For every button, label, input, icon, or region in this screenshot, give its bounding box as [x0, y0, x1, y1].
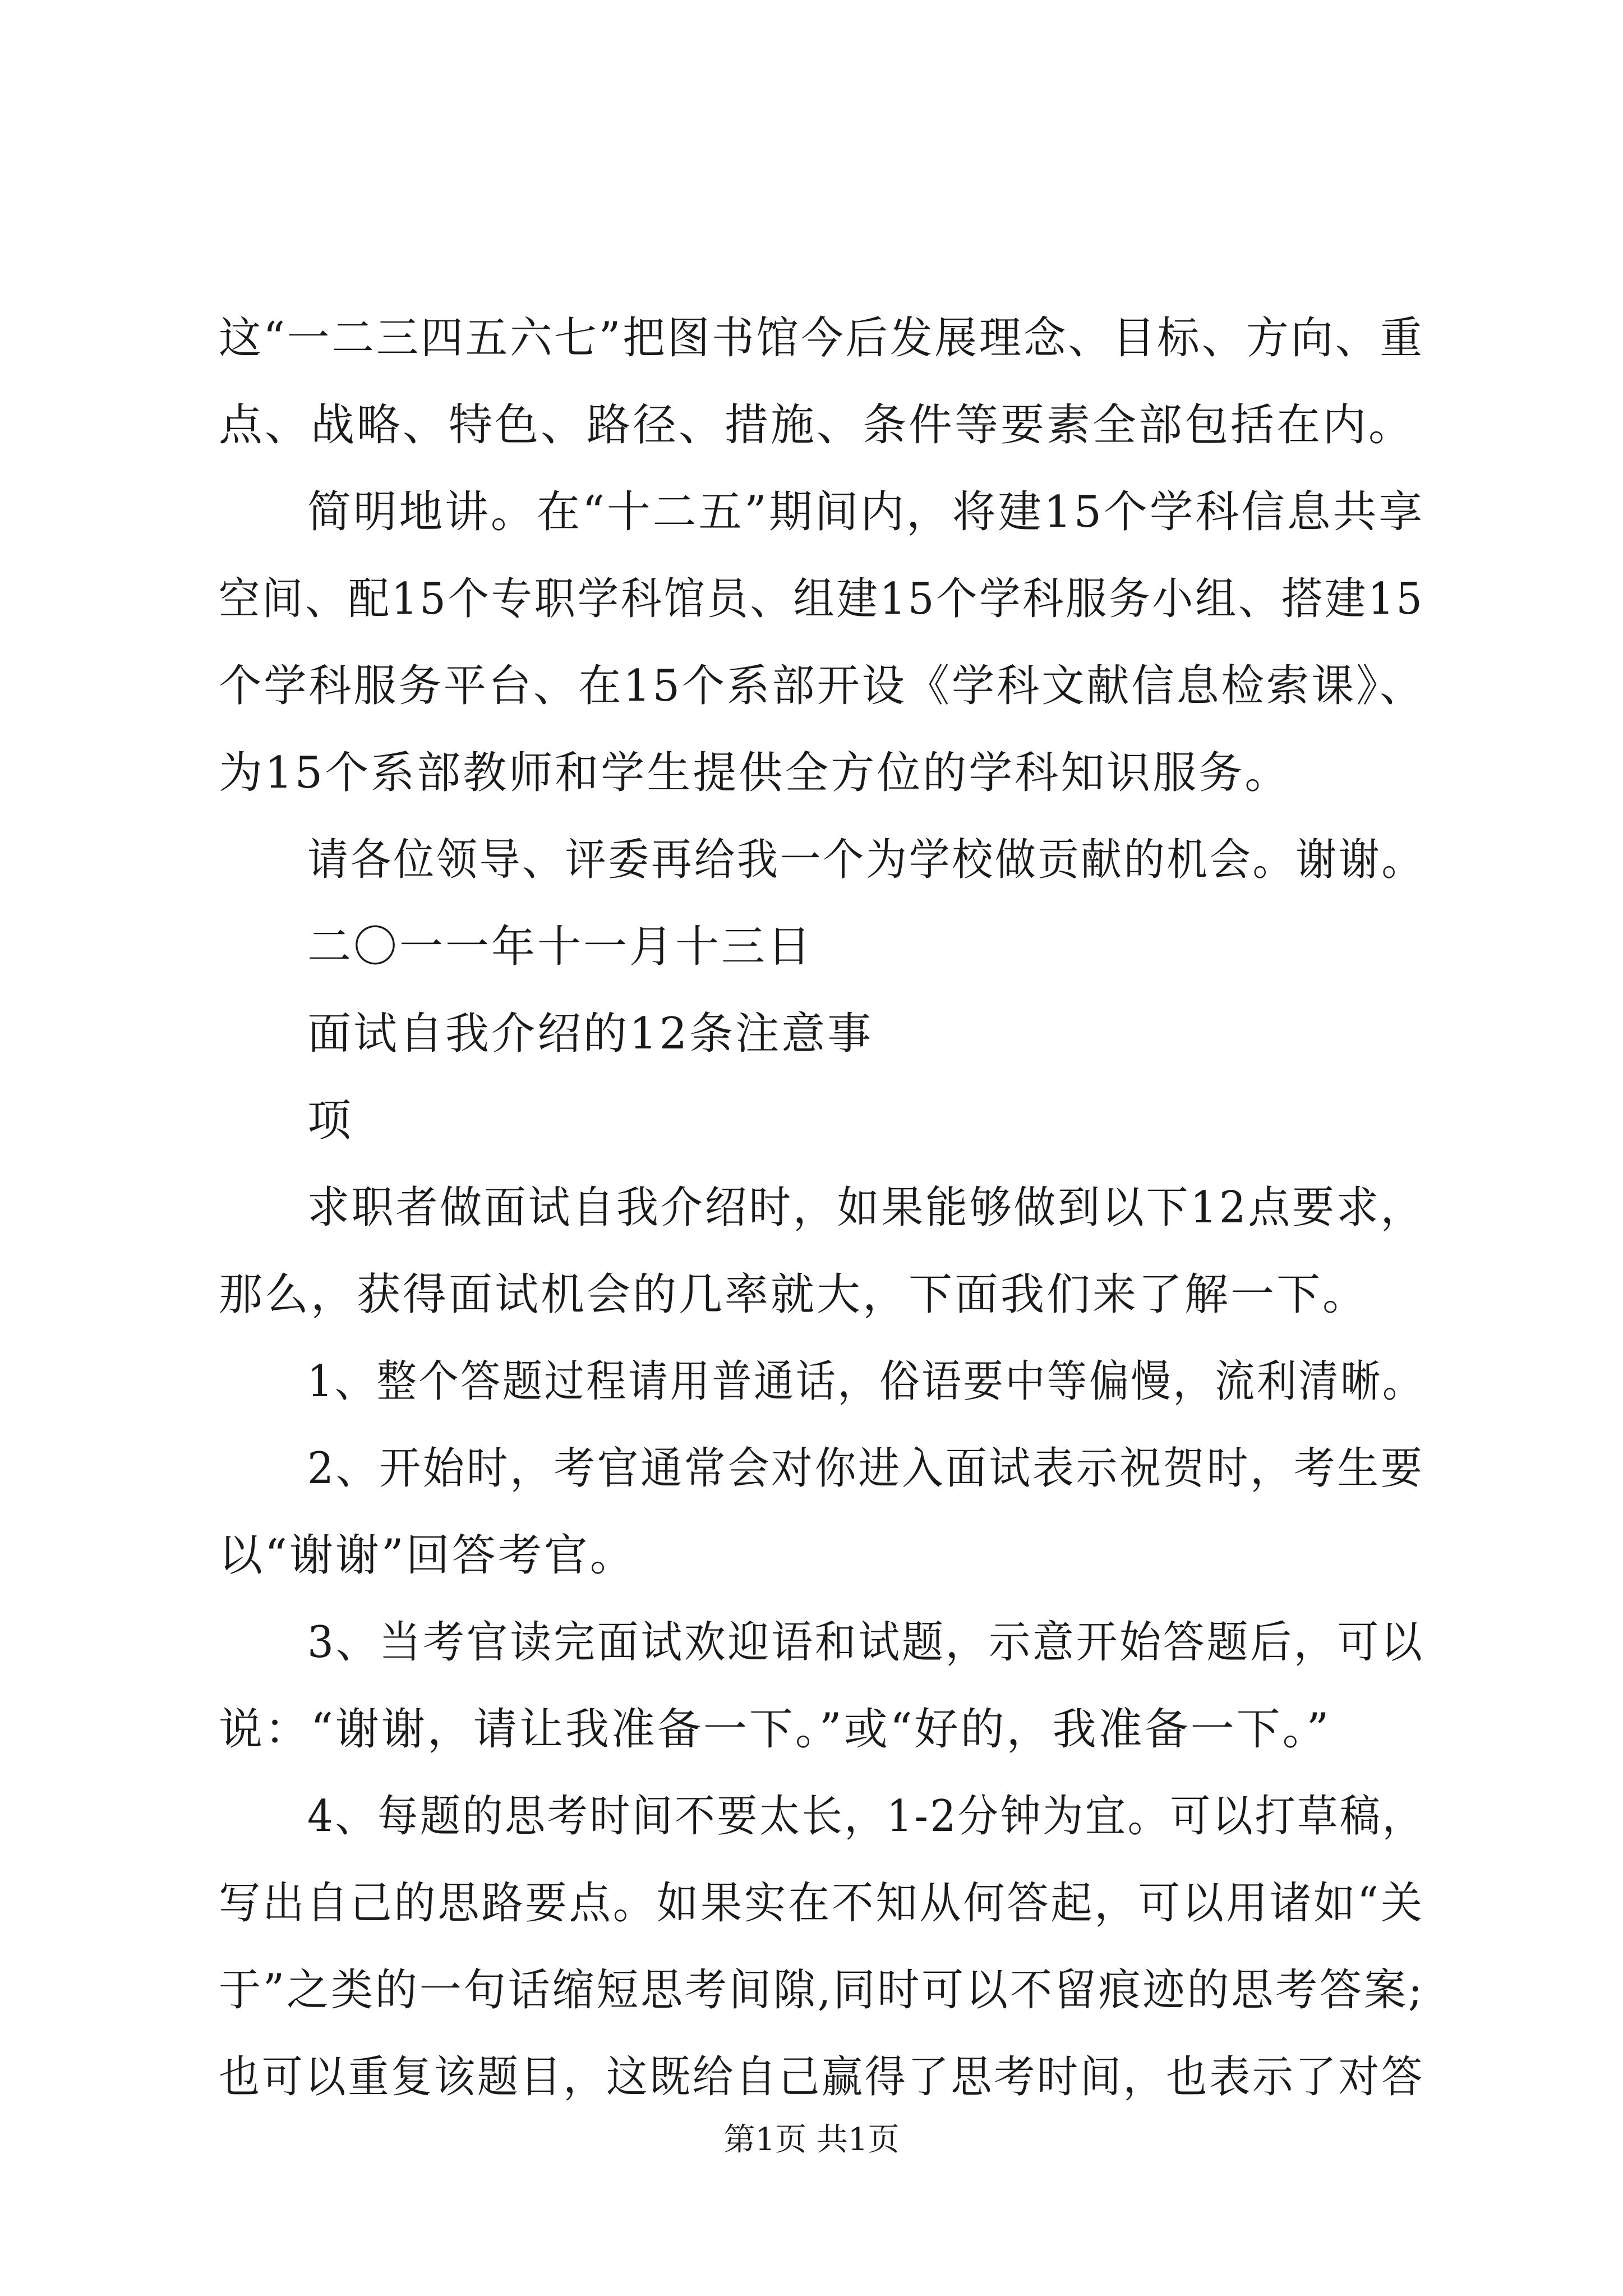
paragraph-line: 点、战略、特色、路径、措施、条件等要素全部包括在内。 — [219, 400, 1415, 450]
paragraph-line: 请各位领导、评委再给我一个为学校做贡献的机会。谢谢。 — [307, 835, 1425, 885]
list-item-line: 说：“谢谢，请让我准备一下。”或“好的，我准备一下。” — [219, 1704, 1331, 1755]
list-item-line: 1、整个答题过程请用普通话，俗语要中等偏慢，流利清晰。 — [307, 1356, 1424, 1407]
list-item-line: 以“谢谢”回答考官。 — [219, 1530, 636, 1581]
paragraph-line: 这“一二三四五六七”把图书馆今后发展理念、目标、方向、重 — [219, 313, 1424, 364]
paragraph-line: 简明地讲。在“十二五”期间内，将建15个学科信息共享 — [307, 487, 1425, 537]
list-item-line: 也可以重复该题目，这既给自己赢得了思考时间，也表示了对答 — [219, 2052, 1425, 2102]
paragraph-line: 个学科服务平台、在15个系部开设《学科文献信息检索课》、 — [219, 661, 1425, 711]
section-heading-continued: 项 — [307, 1096, 354, 1146]
list-item-line: 写出自己的思路要点。如果实在不知从何答起，可以用诸如“关 — [219, 1878, 1424, 1929]
paragraph-line: 求职者做面试自我介绍时，如果能够做到以下12点要求， — [307, 1182, 1425, 1233]
list-item-line: 于”之类的一句话缩短思考间隙,同时可以不留痕迹的思考答案; — [219, 1965, 1424, 2016]
paragraph-line: 为15个系部教师和学生提供全方位的学科知识服务。 — [219, 748, 1291, 798]
list-item-line: 3、当考官读完面试欢迎语和试题，示意开始答题后，可以 — [307, 1617, 1424, 1668]
page-footer: 第1页 共1页 — [723, 2122, 900, 2158]
list-item-line: 2、开始时，考官通常会对你进入面试表示祝贺时，考生要 — [307, 1443, 1424, 1494]
list-item-line: 4、每题的思考时间不要太长，1-2分钟为宜。可以打草稿， — [307, 1791, 1425, 1842]
paragraph-line: 那么，获得面试机会的几率就大，下面我们来了解一下。 — [219, 1269, 1369, 1320]
paragraph-line: 空间、配15个专职学科馆员、组建15个学科服务小组、搭建15 — [219, 574, 1424, 624]
date-line: 二〇一一年十一月十三日 — [307, 922, 814, 972]
section-heading: 面试自我介绍的12条注意事 — [307, 1009, 874, 1059]
